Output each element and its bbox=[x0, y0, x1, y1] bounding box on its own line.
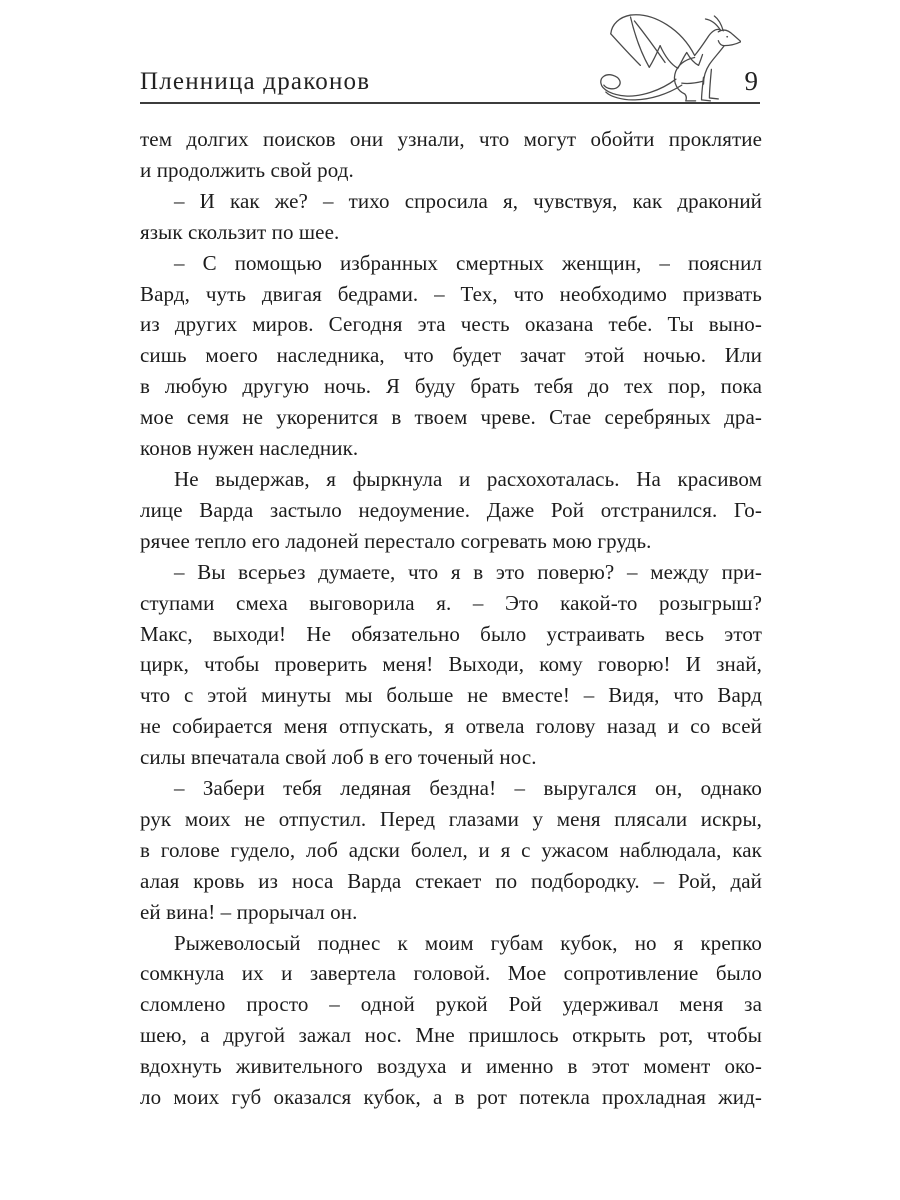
text-line: силы впечатала свой лоб в его точеный нос. bbox=[140, 745, 537, 770]
paragraph bbox=[140, 186, 762, 248]
text-block bbox=[140, 124, 762, 1113]
text-line: в любую другую ночь. Я буду брать тебя до тех пор, пока bbox=[140, 374, 762, 399]
text-line: рячее тепло его ладоней перестало согревать мою грудь. bbox=[140, 528, 652, 553]
text-line: сомкнула их и завертела головой. Мое сопротивление было bbox=[140, 961, 762, 986]
text-line: и продолжить свой род. bbox=[140, 157, 354, 182]
text-line: Не выдержав, я фыркнула и расхохоталась. На красивом bbox=[174, 466, 762, 491]
text-line: не собирается меня отпускать, я отвела голову назад и со всей bbox=[140, 714, 762, 739]
text-line: из других миров. Сегодня эта честь оказана тебе. Ты выно- bbox=[140, 312, 762, 337]
paragraph bbox=[140, 928, 762, 1113]
page-number: 9 bbox=[744, 66, 758, 96]
text-line: в голове гудело, лоб адски болел, и я с ужасом наблюдала, как bbox=[140, 837, 762, 862]
text-line: конов нужен наследник. bbox=[140, 436, 359, 461]
text-line: лице Варда застыло недоумение. Даже Рой отстранился. Го- bbox=[140, 497, 762, 522]
text-line: цирк, чтобы проверить меня! Выходи, кому говорю! И знай, bbox=[140, 652, 762, 677]
text-line: алая кровь из носа Варда стекает по подбородку. – Рой, дай bbox=[140, 868, 762, 893]
text-line: сишь моего наследника, что будет зачат этой ночью. Или bbox=[140, 343, 762, 368]
text-line: ступами смеха выговорила я. – Это какой-то розыгрыш? bbox=[140, 590, 762, 615]
paragraph bbox=[140, 248, 762, 464]
dragon-icon bbox=[593, 8, 741, 105]
text-line: – И как же? – тихо спросила я, чувствуя, как драконий bbox=[174, 188, 762, 213]
text-line: – Вы всерьез думаете, что я в это поверю? – между при- bbox=[174, 559, 762, 584]
paragraph bbox=[140, 773, 762, 928]
text-line: что с этой минуты мы больше не вместе! – Видя, что Вард bbox=[140, 683, 762, 708]
text-line: тем долгих поисков они узнали, что могут обойти проклятие bbox=[140, 127, 762, 151]
text-line: – С помощью избранных смертных женщин, – пояснил bbox=[174, 250, 762, 275]
paragraph bbox=[140, 124, 762, 186]
text-line: Рыжеволосый поднес к моим губам кубок, но я крепко bbox=[174, 930, 762, 955]
header-divider bbox=[140, 102, 760, 104]
text-line: Вард, чуть двигая бедрами. – Тех, что необходимо призвать bbox=[140, 281, 762, 306]
text-line: рук моих не отпустил. Перед глазами у меня плясали искры, bbox=[140, 806, 762, 831]
paragraph bbox=[140, 557, 762, 773]
text-line: сломлено просто – одной рукой Рой удерживал меня за bbox=[140, 992, 762, 1017]
running-title: Пленница драконов bbox=[140, 68, 371, 95]
text-line: ей вина! – прорычал он. bbox=[140, 899, 358, 924]
text-line: вдохнуть живительного воздуха и именно в этот момент око- bbox=[140, 1054, 762, 1079]
text-line: ло моих губ оказался кубок, а в рот потекла прохладная жид- bbox=[140, 1085, 762, 1110]
text-line: мое семя не укоренится в твоем чреве. Стае серебряных дра- bbox=[140, 405, 762, 430]
text-line: язык скользит по шее. bbox=[140, 219, 340, 244]
paragraph bbox=[140, 464, 762, 557]
text-line: – Забери тебя ледяная бездна! – выругался он, однако bbox=[174, 776, 762, 801]
text-line: шею, а другой зажал нос. Мне пришлось открыть рот, чтобы bbox=[140, 1023, 762, 1048]
text-line: Макс, выходи! Не обязательно было устраивать весь этот bbox=[140, 621, 762, 646]
